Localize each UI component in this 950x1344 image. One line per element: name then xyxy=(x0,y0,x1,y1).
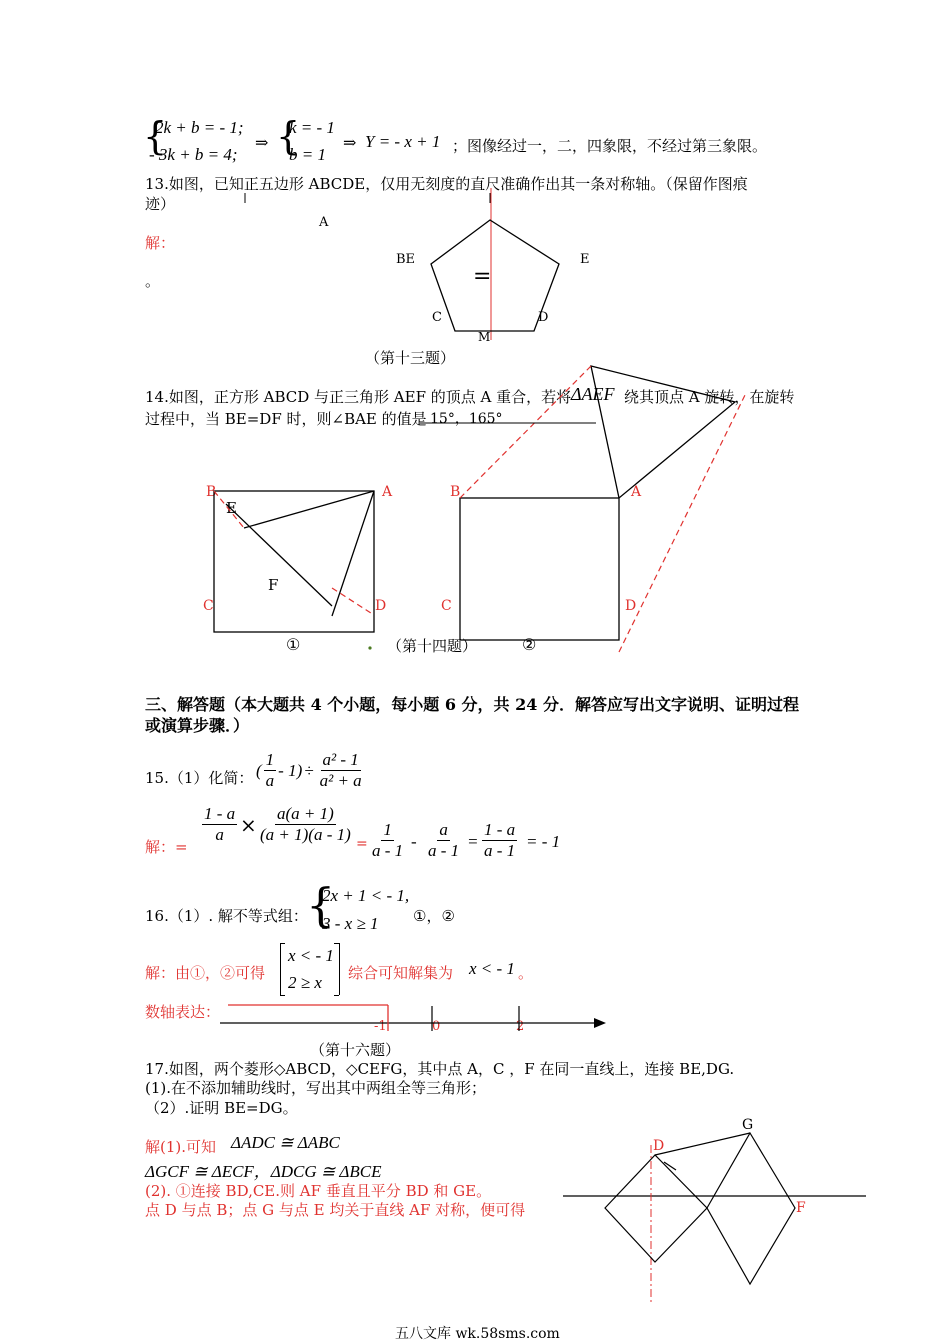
q14-fig1-AF xyxy=(332,491,374,616)
q15-open: ( xyxy=(256,760,262,780)
q17-label-G: G xyxy=(742,1117,754,1133)
q14-fig2-BE-dashed xyxy=(460,366,591,498)
q14-caption: （第十四题） xyxy=(387,637,478,655)
q14-stray-dot xyxy=(368,646,371,649)
q13-period: 。 xyxy=(145,272,161,290)
q16-sol1: x < - 1 xyxy=(288,946,334,965)
q15-frac2-d: a² + a xyxy=(319,771,362,790)
q17-ans2-expr: ΔGCF ≅ ΔECF，ΔDCG ≅ ΔBCE xyxy=(145,1162,382,1181)
prev-arrow-2: ⇒ xyxy=(343,133,357,152)
q13-label-D: D xyxy=(538,310,549,325)
q14-fig1-label-F: F xyxy=(268,576,279,594)
q14-fig1-EF-line xyxy=(226,504,332,606)
q15-step1-d: a xyxy=(215,825,224,844)
q15-step2-d: (a + 1)(a - 1) xyxy=(260,825,351,844)
q16-sol2: 2 ≥ x xyxy=(288,973,322,992)
q15-step1-n: 1 - a xyxy=(204,804,236,823)
q17-line3: （2）.证明 BE=DG。 xyxy=(145,1099,298,1117)
q17-ans1-prefix: 解(1).可知 xyxy=(145,1138,217,1156)
footer: 五八文库 wk.58sms.com xyxy=(395,1326,560,1342)
q17-rhombus-ABCD xyxy=(605,1155,707,1262)
prev-result-brace: { xyxy=(276,114,301,158)
section3-heading-line2: 或演算步骤．） xyxy=(145,716,250,735)
q14-fig1-label-E: E xyxy=(226,499,237,517)
q15-eq1: = xyxy=(356,836,368,852)
q15-step4-n: a xyxy=(439,820,448,839)
q15-frac1-n: 1 xyxy=(265,750,275,769)
q15-eq2: = xyxy=(467,832,479,851)
q15-step5-d: a - 1 xyxy=(484,841,516,860)
q16-refs: ①，② xyxy=(413,907,455,925)
q15-minus: - xyxy=(411,832,417,851)
q14-fig1-number: ① xyxy=(286,635,301,654)
q14-text-line2: 过程中，当 BE=DF 时，则∠BAE 的值是 xyxy=(145,410,427,428)
q15-times: × xyxy=(240,813,257,837)
prev-result-equation: Y = - x + 1 xyxy=(365,132,441,151)
prev-result-text: ；图像经过一，二，四象限，不经过第三象限。 xyxy=(452,137,768,155)
q14-fig1-DF-dashed xyxy=(332,588,374,615)
q15-step5-n: 1 - a xyxy=(484,820,516,839)
q14-fig2-triangle xyxy=(591,366,735,498)
q16-numline-arrow xyxy=(594,1018,606,1028)
q16-answer-a: 解：由①，②可得 xyxy=(145,964,266,982)
section3-heading-line1: 三、解答题（本大题共 4 个小题，每小题 6 分，共 24 分．解答应写出文字说明、证明过程 xyxy=(145,695,799,714)
q13-label-A: A xyxy=(319,215,329,230)
q13-answer-label: 解： xyxy=(145,234,176,252)
q15-div: ÷ xyxy=(304,760,314,780)
q14-fig2-label-C: C xyxy=(441,598,452,614)
q17-label-D: D xyxy=(653,1138,665,1154)
q16-ineq2: 3 - x ≥ 1 xyxy=(322,914,379,933)
q17-rhombus-CEFG xyxy=(707,1133,795,1284)
q14-fig1-BE-dashed xyxy=(214,491,244,528)
q15-step3-d: a - 1 xyxy=(372,841,404,860)
q13-label-M: M xyxy=(478,330,491,344)
q16-numline-label: 数轴表达： xyxy=(145,1003,221,1021)
q15-answer-label: 解：= xyxy=(145,838,188,856)
prev-system-line2: - 3k + b = 4; xyxy=(149,145,238,164)
q13-caption: （第十三题） xyxy=(365,349,456,367)
q13-label-C: C xyxy=(432,310,442,325)
q14-fig2-label-B: B xyxy=(450,484,461,500)
q14-text-line1a: 14.如图，正方形 ABCD 与正三角形 AEF 的顶点 A 重合，若将 xyxy=(145,388,572,406)
q16-answer-b: 综合可知解集为 xyxy=(348,964,454,982)
q13-label-E: E xyxy=(580,252,590,267)
prev-system-brace: { xyxy=(143,114,168,158)
q17-ans3: (2). ①连接 BD,CE.则 AF 垂直且平分 BD 和 GE。 xyxy=(145,1182,492,1200)
q17-ans4: 点 D 与点 B；点 G 与点 E 均关于直线 AF 对称，便可得 xyxy=(145,1201,526,1219)
q15-step3-n: 1 xyxy=(383,820,392,839)
q13-text-line2: 迹） xyxy=(145,195,176,213)
q17-segment-DG xyxy=(655,1133,750,1155)
q17-line1: 17.如图，两个菱形◇ABCD，◇CEFG，其中点 A，C ，F 在同一直线上，连接 BE,DG. xyxy=(145,1060,735,1078)
q16-brace: { xyxy=(306,878,336,932)
q13-equal-sign: = xyxy=(473,264,492,289)
q15-frac2-n: a² - 1 xyxy=(322,750,359,769)
q16-caption: （第十六题） xyxy=(310,1041,401,1059)
q14-fig1-label-D: D xyxy=(375,598,387,614)
q16-answer-end: 。 xyxy=(518,964,534,982)
q14-fig1-label-C: C xyxy=(203,598,214,614)
prev-system-line1: 2k + b = - 1; xyxy=(155,118,244,137)
q13-label-BE: BE xyxy=(396,252,416,267)
prev-arrow-1: ⇒ xyxy=(255,133,269,152)
q15-final: = - 1 xyxy=(526,832,561,851)
q14-fig2-DF-dashed xyxy=(619,395,745,652)
q14-fig1-label-B: B xyxy=(206,484,217,500)
prev-result-line1: k = - 1 xyxy=(289,118,335,137)
q14-fig2-square xyxy=(460,498,619,640)
q16-ineq1: 2x + 1 < - 1, xyxy=(322,886,410,905)
q15-step2-n: a(a + 1) xyxy=(276,804,334,823)
q17-ans1-expr: ΔADC ≅ ΔABC xyxy=(231,1133,340,1152)
q14-text-line1b: 绕其顶点 A 旋转，在旋转 xyxy=(624,388,795,406)
q14-fig2-label-A: A xyxy=(631,484,642,500)
q16-tick-m1: -1 xyxy=(374,1019,387,1034)
q17-line2: (1).在不添加辅助线时，写出其中两组全等三角形； xyxy=(145,1079,487,1097)
q14-fig2-number: ② xyxy=(522,635,537,654)
q15-minus1: - 1) xyxy=(278,760,303,780)
q13-pentagon xyxy=(431,220,559,331)
q14-fig1-AE xyxy=(244,491,374,528)
q14-fig2-label-D: D xyxy=(625,598,637,614)
q16-label: 16.（1）. 解不等式组： xyxy=(145,907,308,925)
q16-tick-0: 0 xyxy=(432,1019,441,1034)
q16-tick-2: 2 xyxy=(516,1019,525,1034)
q15-frac1-d: a xyxy=(265,771,275,790)
prev-result-line2: b = 1 xyxy=(289,145,326,164)
q17-label-F: F xyxy=(796,1200,806,1216)
q13-text-line1: 13.如图，已知正五边形 ABCDE，仅用无刻度的直尺准确作出其一条对称轴。（保留作图痕 xyxy=(145,175,748,193)
q15-label: 15.（1）化简： xyxy=(145,769,254,787)
q14-answer: 15°，165° xyxy=(430,411,503,427)
q14-triangle-symbol: ΔAEF xyxy=(571,384,615,404)
q16-answer-expr: x < - 1 xyxy=(469,959,515,978)
q14-fig1-label-A: A xyxy=(382,484,393,500)
q15-step4-d: a - 1 xyxy=(428,841,460,860)
